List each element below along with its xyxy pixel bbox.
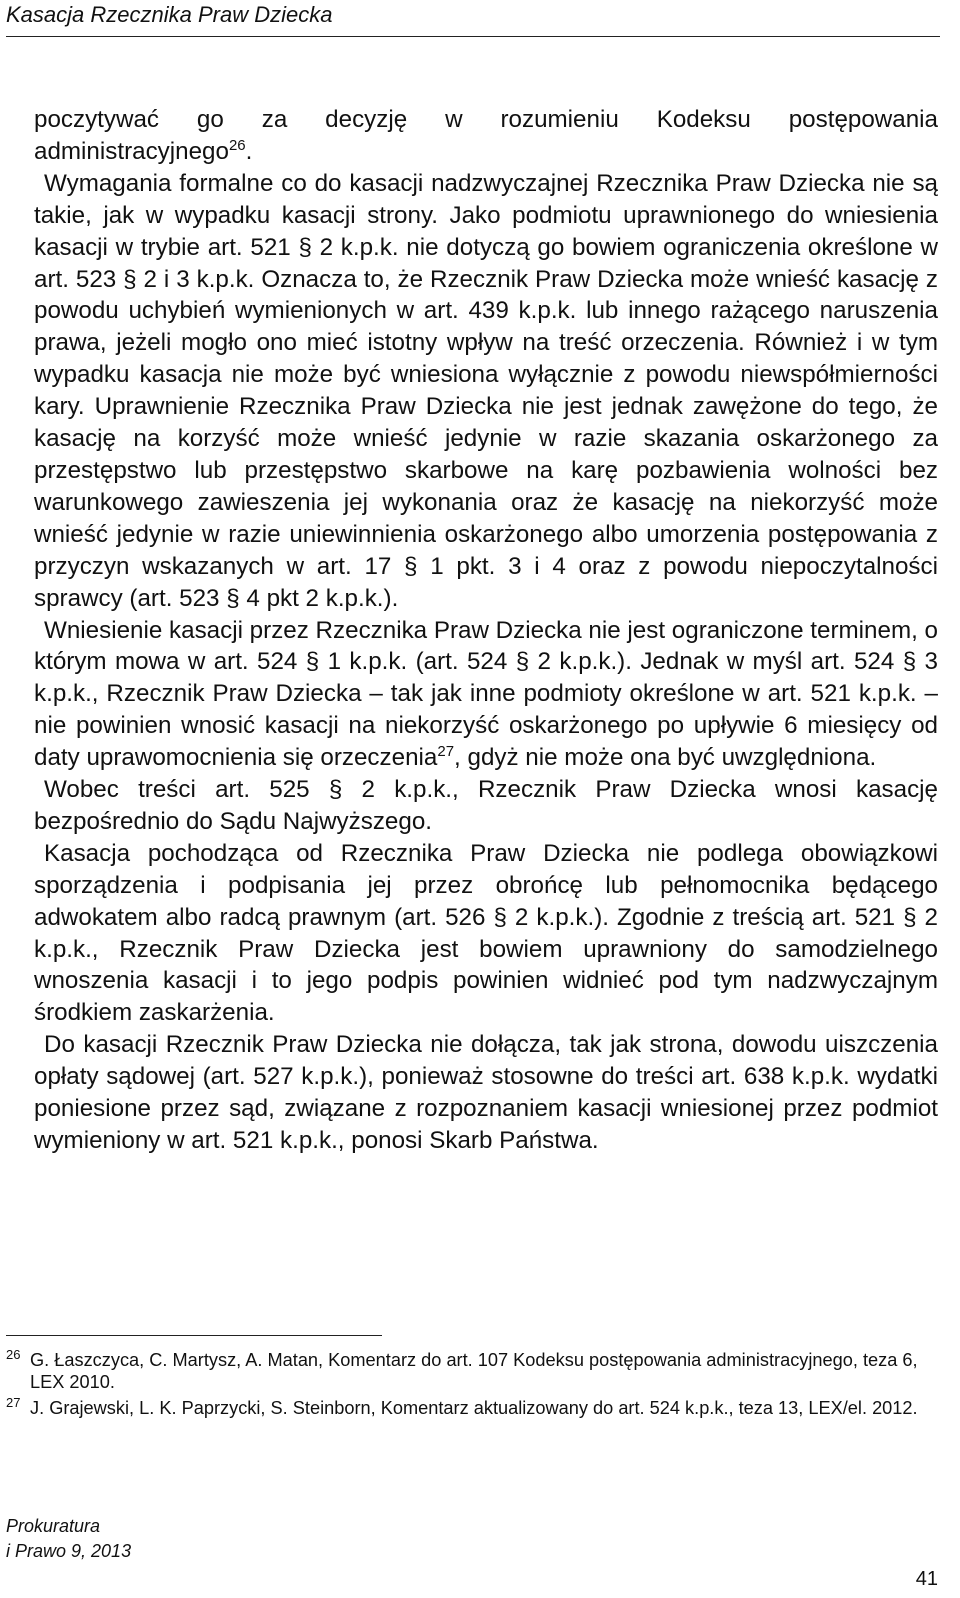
footnote-number: 27 — [6, 1395, 21, 1410]
footnote-ref-27[interactable]: 27 — [437, 743, 455, 761]
footnotes — [6, 1349, 938, 1423]
footnote-text: J. Grajewski, L. K. Paprzycki, S. Steinborn, Komentarz aktualizowany do art. 524 k.p.k., teza 13, LEX/el. 2012. — [30, 1398, 918, 1418]
page-number: 41 — [915, 1568, 938, 1590]
journal-name: Prokuratura — [6, 1516, 101, 1536]
body-text — [34, 104, 938, 1157]
paragraph-6: Do kasacji Rzecznik Praw Dziecka nie dołącza, tak jak strona, dowodu uiszczenia opłaty sądowej (art. 527 k.p.k.), ponieważ stosowne do treści art. 638 k.p.k. wydatki poniesione przez sąd, związane z rozpoznaniem kasacji wniesionej przez podmiot wymieniony w art. 521 k.p.k., ponosi Skarb Państwa. — [34, 1031, 938, 1154]
paragraph-2: Wymagania formalne co do kasacji nadzwyczajnej Rzecznika Praw Dziecka nie są takie, jak w wypadku kasacji strony. Jako podmiotu uprawnionego do wniesienia kasacji w trybie art. 521 § 2 k.p.k. nie dotyczą go bowiem ograniczenia określone w art. 523 § 2 i 3 k.p.k. Oznacza to, że Rzecznik Praw Dziecka może wnieść kasację z powodu uchybień wymienionych w art. 439 k.p.k. lub innego rażącego naruszenia prawa, jeżeli mogło ono mieć istotny wpływ na treść orzeczenia. Również i w tym wypadku kasacja nie może być wniesiona wyłącznie z powodu niewspółmierności kary. Uprawnienie Rzecznika Praw Dziecka nie jest jednak zawężone do tego, że kasację na korzyść może wnieść jedynie w razie skazania oskarżonego za przestępstwo lub przestępstwo skarbowe na karę pozbawienia wolności bez warunkowego zawieszenia jej wykonania oraz że kasację na niekorzyść może wnieść jedynie w razie uniewinnienia oskarżonego albo umorzenia postępowania z przyczyn wskazanych w art. 17 § 1 pkt. 3 i 4 oraz z powodu niepoczytalności sprawcy (art. 523 § 4 pkt 2 k.p.k.). — [34, 169, 938, 612]
paragraph-4: Wobec treści art. 525 § 2 k.p.k., Rzecznik Praw Dziecka wnosi kasację bezpośrednio do Sądu Najwyższego. — [34, 776, 938, 835]
header-title: Kasacja Rzecznika Praw Dziecka — [6, 2, 333, 27]
paragraph-5: Kasacja pochodząca od Rzecznika Praw Dziecka nie podlega obowiązkowi sporządzenia i podpisania jej przez obrońcę lub pełnomocnika będącego adwokatem albo radcą prawnym (art. 526 § 2 k.p.k.). Zgodnie z treścią art. 521 § 2 k.p.k., Rzecznik Praw Dziecka jest bowiem uprawniony do samodzielnego wnoszenia kasacji i to jego podpis powinien widnieć pod tym nadzwyczajnym środkiem zaskarżenia. — [34, 839, 938, 1027]
paragraph-1: poczytywać go za decyzję w rozumieniu Kodeksu postępowania administracyjnego$^{26}$. — [34, 106, 938, 165]
footnote-ref-26[interactable]: 26 — [228, 136, 246, 154]
footnote-separator — [6, 1335, 382, 1336]
footnote-number: 26 — [6, 1347, 21, 1362]
footnote-26 — [6, 1349, 938, 1393]
journal-footer — [6, 1514, 131, 1564]
footnote-27 — [6, 1397, 938, 1419]
paragraph-3: Wniesienie kasacji przez Rzecznika Praw Dziecka nie jest ograniczone terminem, o którym mowa w art. 524 § 1 k.p.k. (art. 524 § 2 k.p.k.). Jednak w myśl art. 524 § 3 k.p.k., Rzecznik Praw Dziecka – tak jak inne podmioty określone w art. 521 k.p.k. – nie powinien wnosić kasacji na niekorzyść oskarżonego po upływie 6 miesięcy od daty uprawomocnienia się orzeczenia$^{27}$, gdyż nie może ona być uwzględniona. — [34, 616, 938, 772]
running-header — [6, 0, 940, 37]
journal-issue: i Prawo 9, 2013 — [6, 1541, 132, 1561]
footnote-text: G. Łaszczyca, C. Martysz, A. Matan, Komentarz do art. 107 Kodeksu postępowania administracyjnego, teza 6, LEX 2010. — [30, 1350, 918, 1392]
